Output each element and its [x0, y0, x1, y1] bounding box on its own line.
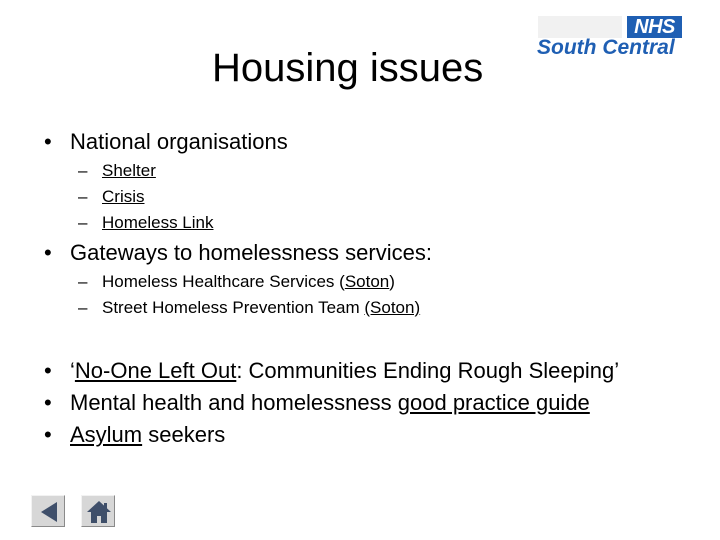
item-text: Street Homeless Prevention Team	[102, 298, 365, 317]
dash-icon: –	[78, 298, 88, 317]
item-text-after: seekers	[142, 422, 226, 447]
dash-icon: –	[78, 272, 88, 291]
item-text-after: )	[389, 272, 395, 291]
bullet-icon: •	[44, 240, 52, 265]
logo-region-text: South Central	[537, 36, 675, 59]
item-text: Mental health and homelessness	[70, 390, 398, 415]
home-icon	[82, 496, 116, 528]
triangle-left-icon	[32, 496, 66, 528]
item-text-after: : Communities Ending Rough Sleeping’	[236, 358, 620, 383]
bullet-icon: •	[44, 358, 52, 383]
bullet-text: Gateways to homelessness services:	[70, 240, 432, 265]
nhs-badge: NHS	[627, 16, 682, 38]
bullet-text: National organisations	[70, 129, 288, 154]
dash-icon: –	[78, 161, 88, 180]
bullet-icon: •	[44, 422, 52, 447]
link-shelter[interactable]: Shelter	[102, 161, 156, 180]
link-homeless-link[interactable]: Homeless Link	[102, 213, 214, 232]
link-no-one-left-out[interactable]: No-One Left Out	[74, 358, 237, 383]
home-button[interactable]	[81, 495, 115, 527]
link-soton-street-team[interactable]: (Soton)	[364, 298, 421, 317]
item-text: Homeless Healthcare Services (	[102, 272, 345, 291]
link-soton-healthcare[interactable]: Soton	[344, 272, 390, 291]
link-asylum[interactable]: Asylum	[70, 422, 143, 447]
slide-title: Housing issues	[212, 46, 484, 90]
back-button[interactable]	[31, 495, 65, 527]
bullet-icon: •	[44, 129, 52, 154]
bullet-icon: •	[44, 390, 52, 415]
link-crisis[interactable]: Crisis	[102, 187, 145, 206]
dash-icon: –	[78, 213, 88, 232]
item-text: ‘	[70, 358, 75, 383]
dash-icon: –	[78, 187, 88, 206]
link-good-practice-guide[interactable]: good practice guide	[397, 390, 590, 415]
